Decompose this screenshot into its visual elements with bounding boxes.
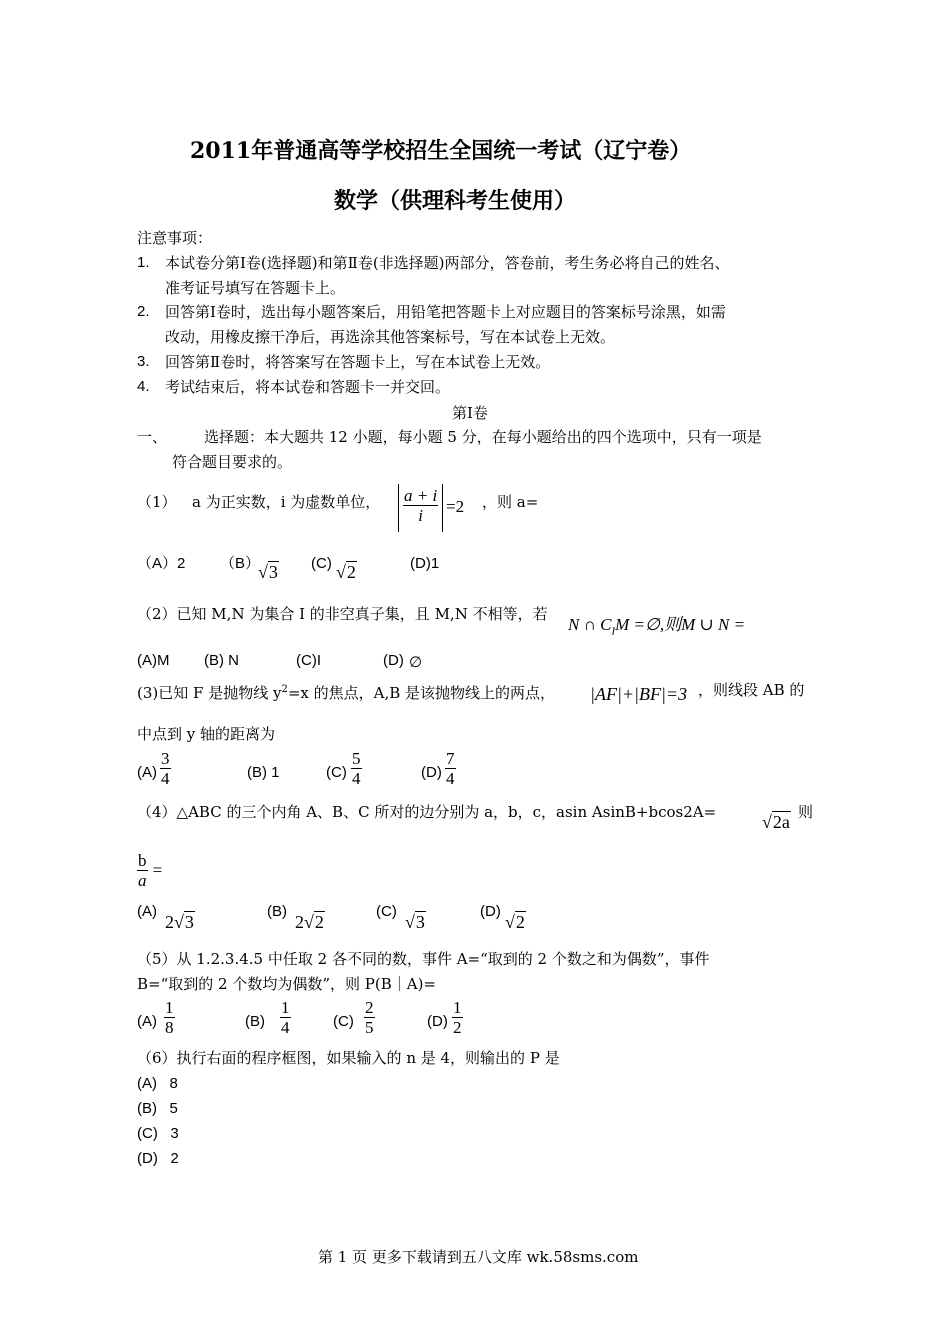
q1-option-c-sqrt: √2 <box>336 562 356 582</box>
q1-option-a: （A）2 <box>137 555 186 572</box>
q1-label: （1） <box>137 493 177 511</box>
q2-option-c: (C)I <box>296 652 321 669</box>
q1-tail: ，则 a= <box>482 493 539 511</box>
notice-item-1-num: 1. <box>137 254 150 271</box>
q5-option-c-frac: $\frac{2}{5}$ <box>365 998 374 1037</box>
q5-line2: B=“取到的 2 个数均为偶数”，则 P(B｜A)= <box>137 975 436 993</box>
q1-frac-num: a + i <box>404 486 438 505</box>
q1-text: a 为正实数，i 为虚数单位， <box>192 493 381 511</box>
q4-option-d: (D) <box>480 903 501 920</box>
q2-formula: N ∩ $C_IM$ =∅,则M ∪ N = <box>568 615 746 638</box>
q6-option-a: (A) 8 <box>137 1075 178 1092</box>
notice-item-3-line1: 回答第Ⅱ卷时，将答案写在答题卡上，写在本试卷上无效。 <box>165 353 551 371</box>
notice-item-1-line1: 本试卷分第Ⅰ卷(选择题)和第Ⅱ卷(非选择题)两部分，答卷前，考生务必将自己的姓名、 <box>165 254 730 272</box>
q5-option-a: (A) <box>137 1013 157 1030</box>
q3-line2: 中点到 y 轴的距离为 <box>137 725 276 743</box>
q6-option-c: (C) 3 <box>137 1125 179 1142</box>
q2-option-b: (B) N <box>204 652 239 669</box>
section-line2: 符合题目要求的。 <box>172 453 293 471</box>
q4-rhs: √2a <box>762 812 790 832</box>
q5-option-a-frac: $\frac{1}{8}$ <box>165 998 174 1037</box>
q3-formula: |AF|+|BF|=3 <box>590 684 688 704</box>
q4-fraction: $\frac{b}{a}$ = <box>138 851 163 890</box>
page-title: 2011年普通高等学校招生全国统一考试（辽宁卷） <box>190 138 692 164</box>
notice-item-3-num: 3. <box>137 353 150 370</box>
q5-option-d: (D) <box>427 1013 448 1030</box>
q1-frac-den: i <box>418 506 423 525</box>
q2-option-a: (A)M <box>137 652 170 669</box>
q3-option-c: (C) <box>326 764 347 781</box>
q2-option-d: (D) <box>383 652 404 669</box>
q1-eq: =2 <box>446 497 465 516</box>
q1-option-b: （B） <box>220 555 261 572</box>
q3-option-c-frac: $\frac{5}{4}$ <box>352 749 361 788</box>
q3-option-d-frac: $\frac{7}{4}$ <box>446 749 455 788</box>
notice-item-2-line1: 回答第Ⅰ卷时，选出每小题答案后，用铅笔把答题卡上对应题目的答案标号涂黑，如需 <box>165 303 726 321</box>
q1-option-b-sqrt: √3 <box>258 562 278 582</box>
q4-option-c-value: √3 <box>405 912 425 932</box>
notice-item-1-line2: 准考证号填写在答题卡上。 <box>165 279 346 297</box>
q1-abs-fraction <box>398 484 443 532</box>
q4-text: （4）△ABC 的三个内角 A、B、C 所对的边分别为 a，b，c，asin AsinB+bcos2A= <box>137 803 717 821</box>
q4-option-b-value: 2√2 <box>295 912 324 932</box>
q4-option-a-value: 2√3 <box>165 912 194 932</box>
q5-option-c: (C) <box>333 1013 354 1030</box>
q3-tail: ，则线段 AB 的 <box>698 681 805 699</box>
q4-tail: 则 <box>798 803 814 821</box>
q6-option-b: (B) 5 <box>137 1100 178 1117</box>
q3-option-d: (D) <box>421 764 442 781</box>
notice-item-4-line1: 考试结束后，将本试卷和答题卡一并交回。 <box>165 378 451 396</box>
q5-option-b-frac: $\frac{1}{4}$ <box>281 998 290 1037</box>
part-title: 第Ⅰ卷 <box>452 404 488 422</box>
notice-item-4-num: 4. <box>137 378 150 395</box>
q3-text: (3)已知 F 是抛物线 $y^2=x$ 的焦点，A,B 是该抛物线上的两点， <box>137 684 556 702</box>
q4-option-d-value: √2 <box>505 912 525 932</box>
q3-option-a-frac: $\frac{3}{4}$ <box>161 749 170 788</box>
q5-option-d-frac: $\frac{1}{2}$ <box>453 998 462 1037</box>
q1-option-c: (C) <box>311 555 332 572</box>
page-footer: 第 1 页 更多下载请到五八文库 wk.58sms.com <box>318 1248 639 1266</box>
notice-item-2-num: 2. <box>137 303 150 320</box>
q4-option-a: (A) <box>137 903 157 920</box>
notice-heading: 注意事项： <box>137 229 213 247</box>
page-subtitle: 数学（供理科考生使用） <box>334 188 577 214</box>
section-line1: 选择题：本大题共 12 小题，每小题 5 分，在每小题给出的四个选项中，只有一项是 <box>204 428 762 446</box>
q5-line1: （5）从 1.2.3.4.5 中任取 2 各不同的数，事件 A=“取到的 2 个数之和为偶数”，事件 <box>137 950 710 968</box>
notice-item-2-line2: 改动，用橡皮擦干净后，再选涂其他答案标号，写在本试卷上无效。 <box>165 328 616 346</box>
q6-text: （6）执行右面的程序框图，如果输入的 n 是 4，则输出的 P 是 <box>137 1049 560 1067</box>
q2-option-d-symbol: ∅ <box>409 653 423 671</box>
q4-option-c: (C) <box>376 903 397 920</box>
q1-option-d: (D)1 <box>410 555 440 572</box>
q3-option-a: (A) <box>137 764 157 781</box>
section-number: 一、 <box>137 428 168 446</box>
q2-text: （2）已知 M,N 为集合 I 的非空真子集，且 M,N 不相等，若 <box>137 605 548 623</box>
q5-option-b: (B) <box>245 1013 265 1030</box>
q6-option-d: (D) 2 <box>137 1150 179 1167</box>
q4-option-b: (B) <box>267 903 287 920</box>
q3-option-b: (B) 1 <box>247 764 280 781</box>
